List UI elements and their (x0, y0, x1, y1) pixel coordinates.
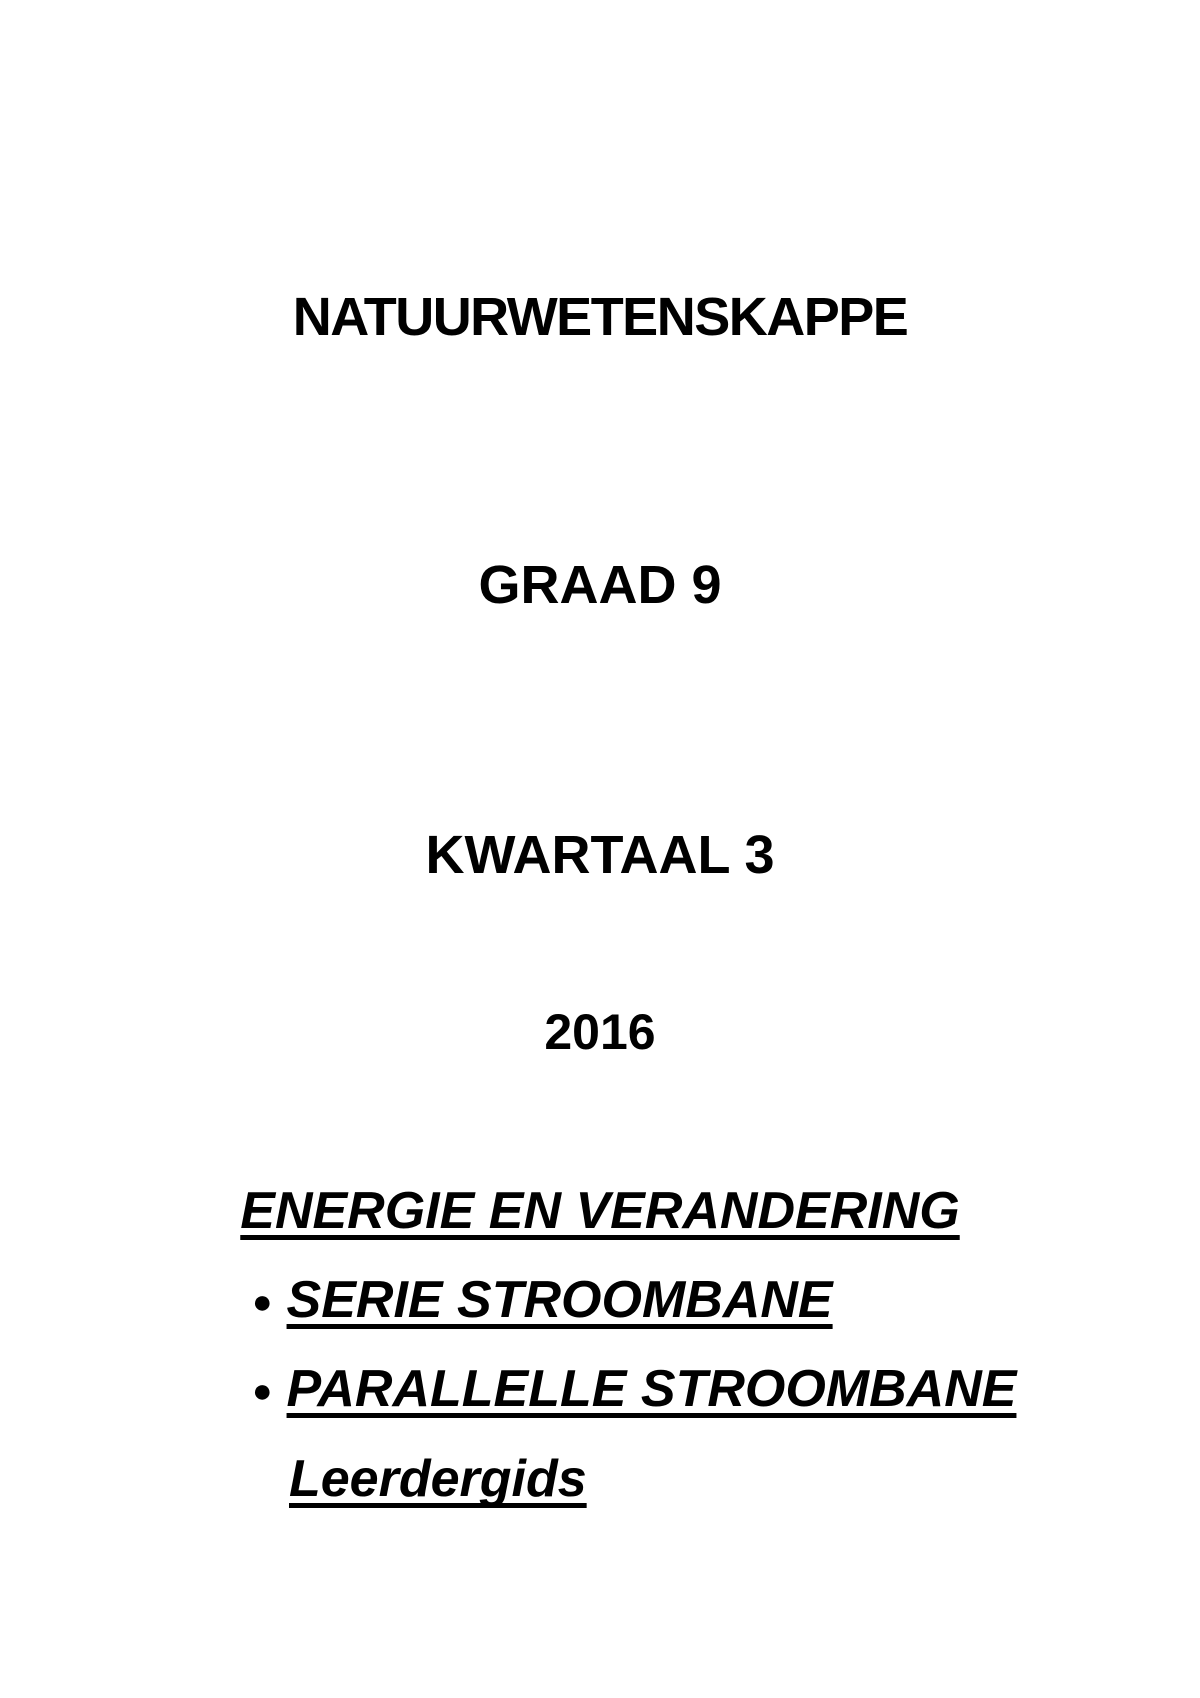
list-item (252, 1360, 1017, 1418)
subtitle-text: Leerdergids (289, 1450, 587, 1508)
bullet-icon: ● (252, 1283, 273, 1321)
list-item (252, 1271, 833, 1329)
bullet-icon: ● (252, 1372, 273, 1410)
bullet-item-serie-stroombane: SERIE STROOMBANE (286, 1271, 833, 1329)
section-heading-text: ENERGIE EN VERANDERING (240, 1182, 960, 1240)
bullet-item-parallelle-stroombane: PARALLELLE STROOMBANE (286, 1360, 1017, 1418)
term-heading: KWARTAAL 3 (425, 825, 775, 885)
grade-heading: GRAAD 9 (478, 555, 722, 615)
year-heading: 2016 (544, 1004, 656, 1060)
subtitle (289, 1450, 587, 1508)
document-title: NATUURWETENSKAPPE (292, 287, 908, 347)
section-heading (0, 1182, 1200, 1240)
